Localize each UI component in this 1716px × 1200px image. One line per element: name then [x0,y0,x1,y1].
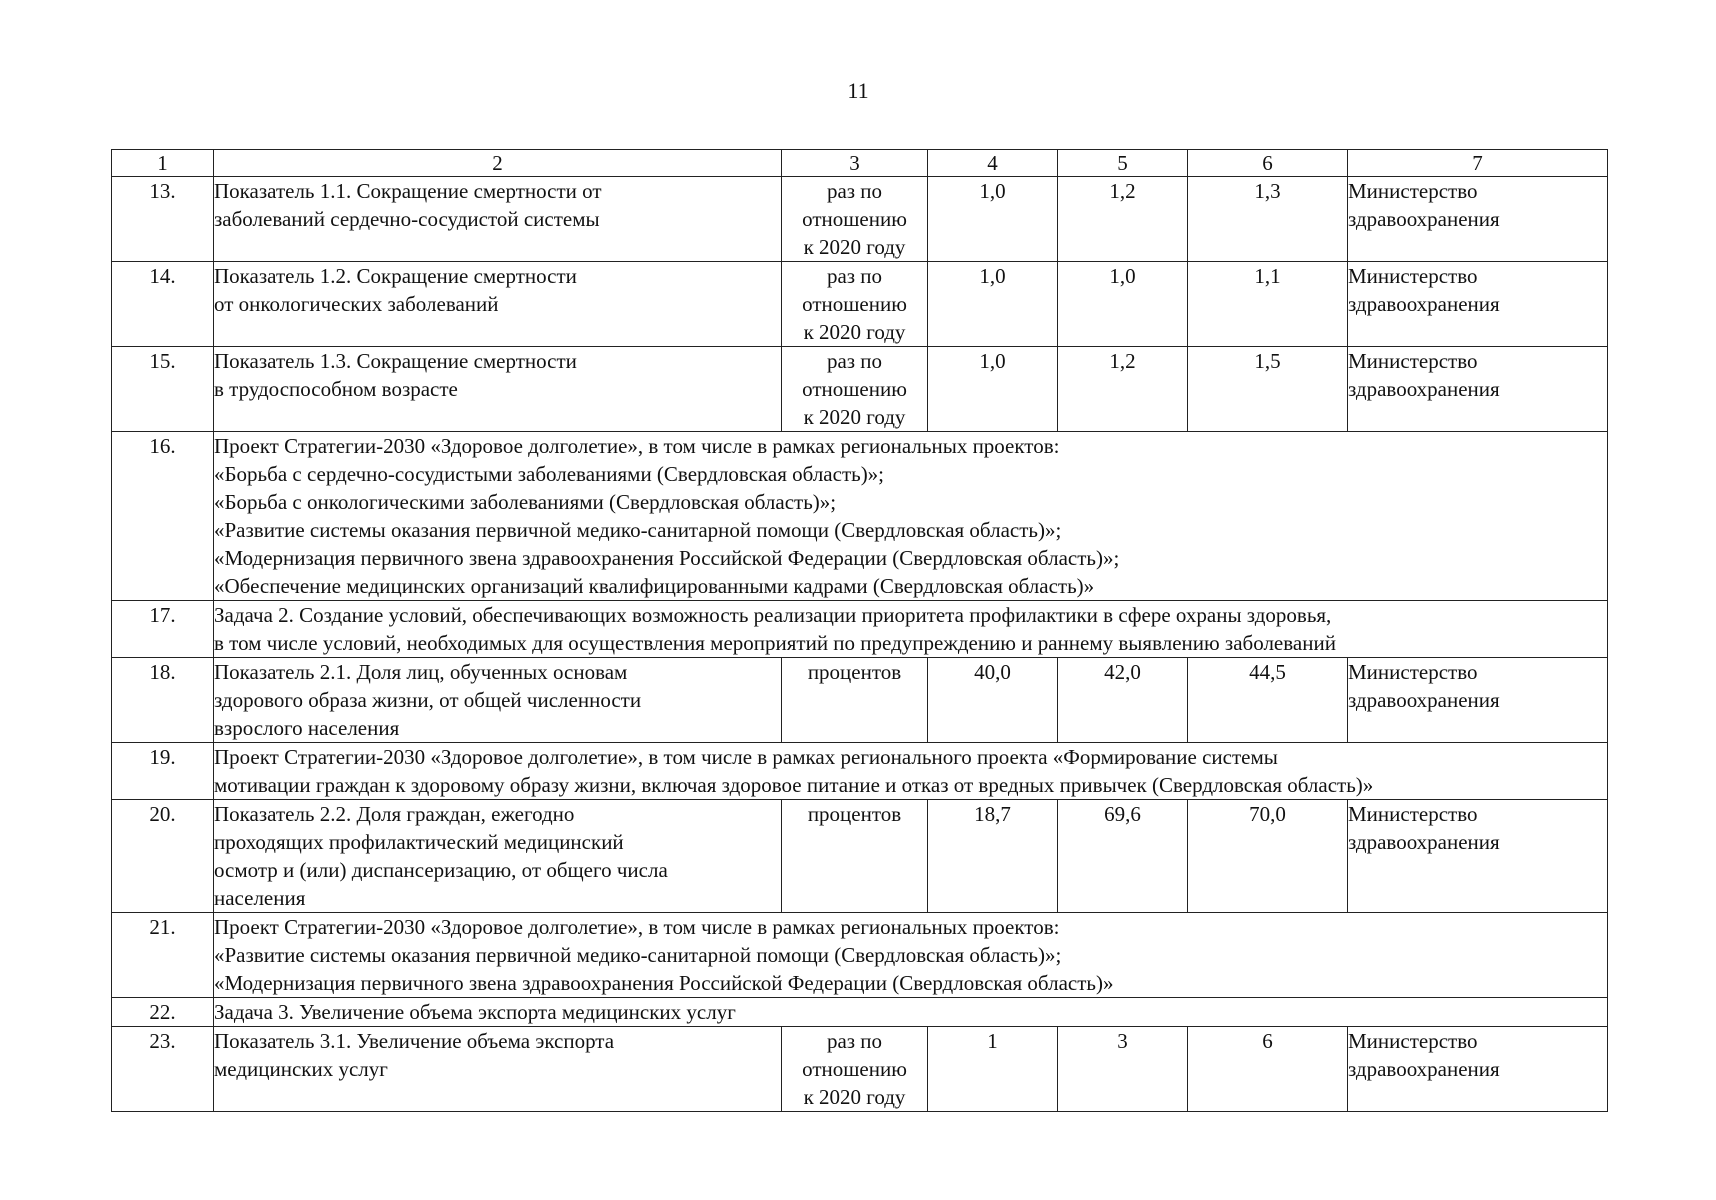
table-row [112,743,1608,800]
indicator-value: 40,0 [928,658,1058,743]
unit-line: раз по [826,349,883,373]
unit-of-measure [782,1027,928,1112]
unit-line: к 2020 году [803,235,906,259]
row-number: 16. [112,432,214,601]
unit-line: к 2020 году [803,1085,906,1109]
responsible-line: Министерство [1348,802,1478,826]
row-description [214,913,1608,998]
row-number: 17. [112,601,214,658]
description-line: «Борьба с онкологическими заболеваниями (Свердловская область)»; [214,490,837,514]
row-number: 21. [112,913,214,998]
responsible-body [1348,1027,1608,1112]
responsible-body [1348,262,1608,347]
indicator-name-line: Показатель 3.1. Увеличение объема экспорта [214,1029,615,1053]
responsible-body [1348,658,1608,743]
responsible-line: Министерство [1348,1029,1478,1053]
table-row [112,177,1608,262]
description-line: «Модернизация первичного звена здравоохранения Российской Федерации (Свердловская область)» [214,971,1114,995]
responsible-line: Министерство [1348,660,1478,684]
indicators-table [111,149,1608,1112]
description-line: Проект Стратегии-2030 «Здоровое долголетие», в том числе в рамках региональных проектов: [214,434,1060,458]
row-description [214,432,1608,601]
responsible-line: Министерство [1348,349,1478,373]
unit-of-measure [782,177,928,262]
indicator-name [214,262,782,347]
indicator-value: 1 [928,1027,1058,1112]
unit-line: отношению [802,1057,907,1081]
indicator-value: 3 [1058,1027,1188,1112]
indicator-value: 18,7 [928,800,1058,913]
responsible-line: Министерство [1348,264,1478,288]
table-row [112,432,1608,601]
column-number: 6 [1188,150,1348,177]
column-number: 7 [1348,150,1608,177]
table-row [112,658,1608,743]
unit-line: раз по [826,179,883,203]
indicator-name-line: проходящих профилактический медицинский [214,830,624,854]
row-number: 18. [112,658,214,743]
indicator-name-line: в трудоспособном возрасте [214,377,458,401]
indicator-value: 44,5 [1188,658,1348,743]
row-number: 23. [112,1027,214,1112]
indicator-name [214,347,782,432]
indicator-value: 1,0 [928,177,1058,262]
table-row [112,601,1608,658]
row-number: 14. [112,262,214,347]
indicator-value: 1,0 [928,262,1058,347]
responsible-line: здравоохранения [1348,207,1500,231]
description-line: мотивации граждан к здоровому образу жизни, включая здоровое питание и отказ от вредных привычек (Свердловская область)» [214,773,1374,797]
description-line: «Модернизация первичного звена здравоохранения Российской Федерации (Свердловская область)»; [214,546,1120,570]
description-line: Проект Стратегии-2030 «Здоровое долголетие», в том числе в рамках региональных проектов: [214,915,1060,939]
page-number: 11 [847,78,869,103]
row-number: 22. [112,998,214,1027]
indicator-name-line: заболеваний сердечно-сосудистой системы [214,207,600,231]
indicator-name [214,177,782,262]
indicator-name [214,800,782,913]
unit-line: отношению [802,207,907,231]
responsible-body [1348,177,1608,262]
responsible-line: здравоохранения [1348,377,1500,401]
indicator-value: 70,0 [1188,800,1348,913]
unit-of-measure [782,800,928,913]
description-line: «Борьба с сердечно-сосудистыми заболеваниями (Свердловская область)»; [214,462,885,486]
indicator-value: 1,1 [1188,262,1348,347]
indicator-value: 1,5 [1188,347,1348,432]
unit-line: отношению [802,377,907,401]
table-row [112,1027,1608,1112]
indicator-value: 42,0 [1058,658,1188,743]
indicator-value: 6 [1188,1027,1348,1112]
row-description [214,998,1608,1027]
column-number: 1 [112,150,214,177]
indicator-name-line: Показатель 1.2. Сокращение смертности [214,264,577,288]
description-line: в том числе условий, необходимых для осуществления мероприятий по предупреждению и раннему выявлению заболеваний [214,631,1336,655]
unit-line: раз по [826,264,883,288]
row-number: 19. [112,743,214,800]
row-description [214,601,1608,658]
table-row [112,998,1608,1027]
description-line: Задача 2. Создание условий, обеспечивающих возможность реализации приоритета профилактики в сфере охраны здоровья, [214,603,1332,627]
column-number: 4 [928,150,1058,177]
indicator-name-line: взрослого населения [214,716,400,740]
indicator-name-line: Показатель 1.3. Сокращение смертности [214,349,577,373]
unit-of-measure [782,658,928,743]
indicator-name-line: медицинских услуг [214,1057,388,1081]
unit-line: процентов [807,660,902,684]
indicator-name [214,1027,782,1112]
responsible-line: здравоохранения [1348,1057,1500,1081]
indicator-name-line: Показатель 2.1. Доля лиц, обученных основам [214,660,628,684]
row-number: 20. [112,800,214,913]
indicator-value: 1,2 [1058,347,1188,432]
indicator-name-line: Показатель 2.2. Доля граждан, ежегодно [214,802,575,826]
indicator-value: 1,0 [1058,262,1188,347]
indicator-name-line: от онкологических заболеваний [214,292,499,316]
unit-line: процентов [807,802,902,826]
indicator-value: 1,2 [1058,177,1188,262]
indicator-name-line: населения [214,886,306,910]
unit-of-measure [782,347,928,432]
column-number: 3 [782,150,928,177]
table-header-row [112,150,1608,177]
row-number: 15. [112,347,214,432]
row-number: 13. [112,177,214,262]
unit-line: к 2020 году [803,405,906,429]
table-row [112,347,1608,432]
row-description [214,743,1608,800]
description-line: Задача 3. Увеличение объема экспорта медицинских услуг [214,1000,736,1024]
unit-line: отношению [802,292,907,316]
description-line: «Обеспечение медицинских организаций квалифицированными кадрами (Свердловская область)» [214,574,1095,598]
indicator-value: 69,6 [1058,800,1188,913]
responsible-body [1348,347,1608,432]
column-number: 2 [214,150,782,177]
responsible-line: здравоохранения [1348,830,1500,854]
indicator-name [214,658,782,743]
column-number: 5 [1058,150,1188,177]
indicator-name-line: здорового образа жизни, от общей численности [214,688,642,712]
table-row [112,800,1608,913]
description-line: «Развитие системы оказания первичной медико-санитарной помощи (Свердловская область)»; [214,518,1062,542]
responsible-line: Министерство [1348,179,1478,203]
responsible-line: здравоохранения [1348,688,1500,712]
table-row [112,262,1608,347]
unit-of-measure [782,262,928,347]
responsible-body [1348,800,1608,913]
indicator-value: 1,3 [1188,177,1348,262]
table-row [112,913,1608,998]
description-line: Проект Стратегии-2030 «Здоровое долголетие», в том числе в рамках регионального проекта «Формирование системы [214,745,1278,769]
indicator-name-line: Показатель 1.1. Сокращение смертности от [214,179,602,203]
unit-line: раз по [826,1029,883,1053]
indicator-name-line: осмотр и (или) диспансеризацию, от общего числа [214,858,668,882]
responsible-line: здравоохранения [1348,292,1500,316]
indicator-value: 1,0 [928,347,1058,432]
description-line: «Развитие системы оказания первичной медико-санитарной помощи (Свердловская область)»; [214,943,1062,967]
unit-line: к 2020 году [803,320,906,344]
